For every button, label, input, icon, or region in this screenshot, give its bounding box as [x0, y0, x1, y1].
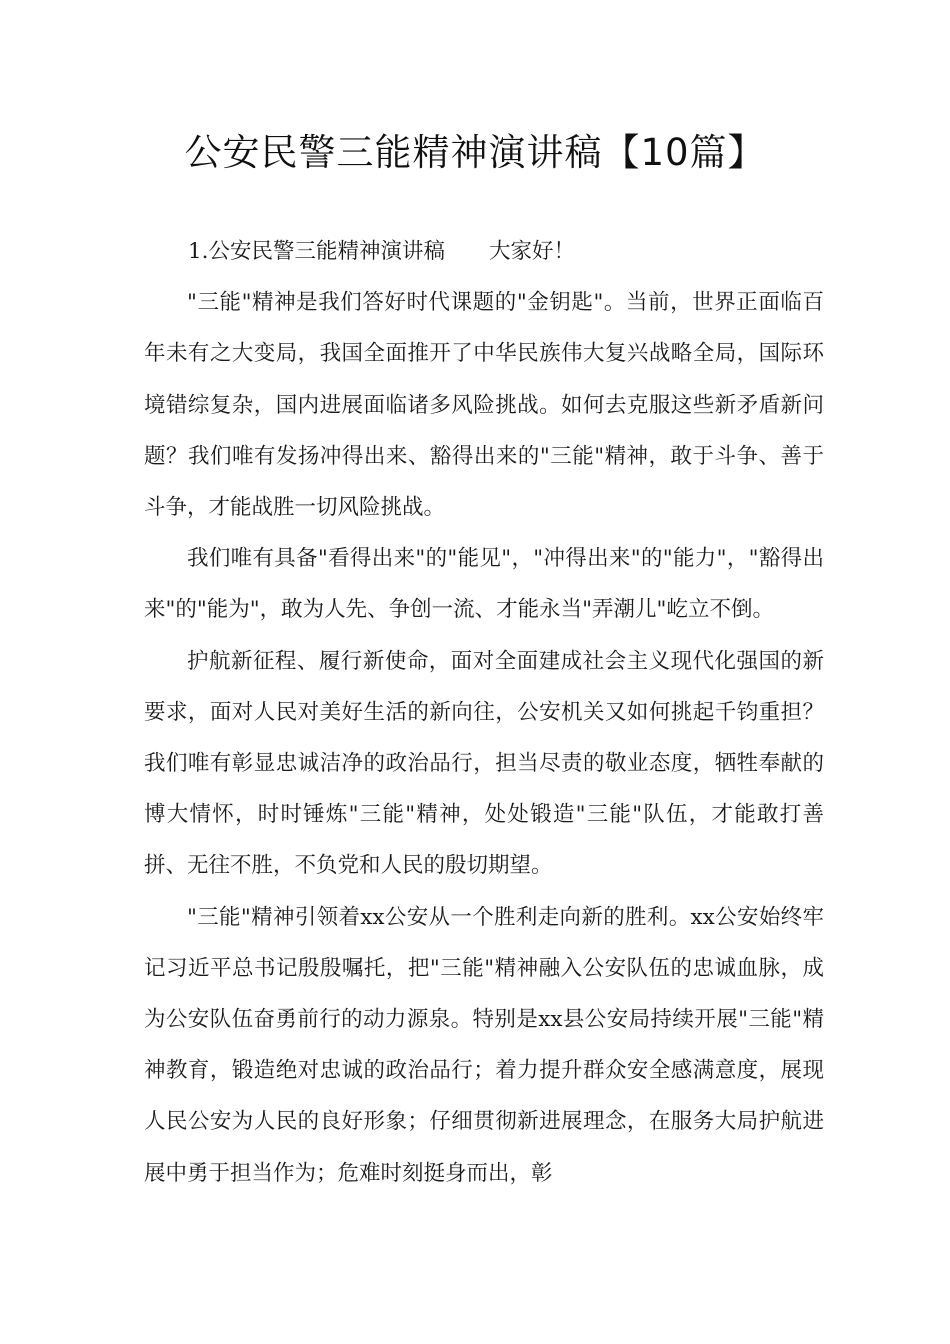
paragraph-2: 我们唯有具备"看得出来"的"能见"，"冲得出来"的"能力"，"豁得出来"的"能为"，敢为人先、争创一流、才能永当"弄潮儿"屹立不倒。 [144, 546, 824, 623]
greeting: 大家好！ [489, 239, 576, 264]
paragraph-4: "三能"精神引领着xx公安从一个胜利走向新的胜利。xx公安始终牢记习近平总书记殷殷嘱托，把"三能"精神融入公安队伍的忠诚血脉，成为公安队伍奋勇前行的动力源泉。特别是xx县公安局持续开展"三能"精神教育，锻造绝对忠诚的政治品行；着力提升群众安全感满意度，展现人民公安为人民的良好形象；仔细贯彻新进展理念，在服务大局护航进展中勇于担当作为；危难时刻挺身而出，彰 [144, 904, 824, 1186]
document-title: 公安民警三能精神演讲稿【10篇】 [184, 131, 766, 174]
paragraph-3: 护航新征程、履行新使命，面对全面建成社会主义现代化强国的新要求，面对人民对美好生活的新向往，公安机关又如何挑起千钧重担？我们唯有彰显忠诚洁净的政治品行，担当尽责的敬业态度，牺牲奉献的博大情怀，时时锤炼"三能"精神，处处锻造"三能"队伍，才能敢打善拼、无往不胜，不负党和人民的殷切期望。 [144, 648, 824, 879]
section-heading: 1.公安民警三能精神演讲稿 [188, 239, 446, 264]
heading-line [144, 226, 824, 277]
paragraph-1: "三能"精神是我们答好时代课题的"金钥匙"。当前，世界正面临百年未有之大变局，我国全面推开了中华民族伟大复兴战略全局，国际环境错综复杂，国内进展面临诸多风险挑战。如何去克服这些新矛盾新问题？我们唯有发扬冲得出来、豁得出来的"三能"精神，敢于斗争、善于斗争，才能战胜一切风险挑战。 [144, 290, 824, 521]
document-body [144, 226, 824, 1199]
